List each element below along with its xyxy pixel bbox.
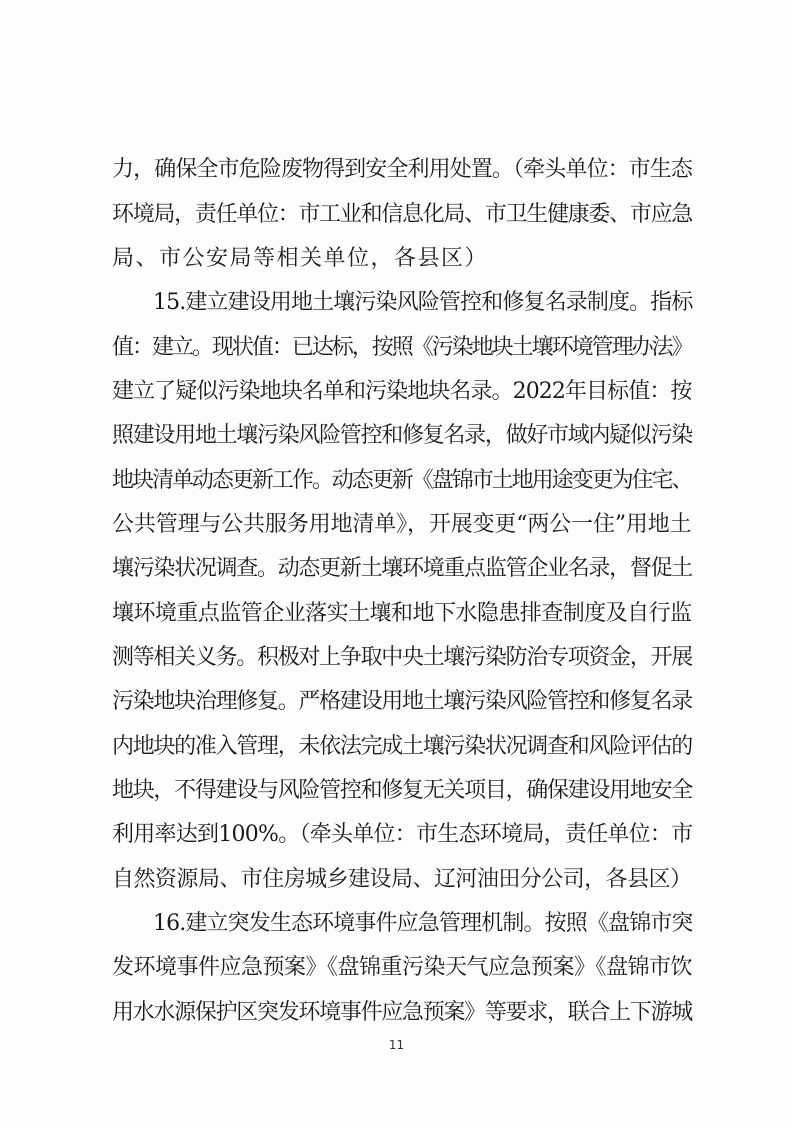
text-line: 15.建立建设用地土壤污染风险管控和修复名录制度。指标 [153, 290, 693, 315]
text-line: 环境局，责任单位：市工业和信息化局、市卫生健康委、市应急 [112, 202, 693, 227]
text-line: 发环境事件应急预案》《盘锦重污染天气应急预案》《盘锦市饮 [112, 955, 693, 980]
text-line: 局、市公安局等相关单位，各县区） [112, 246, 489, 271]
text-line: 建立了疑似污染地块名单和污染地块名录。2022年目标值：按 [112, 379, 692, 404]
text-line: 自然资源局、市住房城乡建设局、辽河油田分公司，各县区） [112, 867, 692, 892]
text-line: 地块，不得建设与风险管控和修复无关项目，确保建设用地安全 [112, 778, 693, 803]
text-line: 测等相关义务。积极对上争取中央土壤污染防治专项资金，开展 [112, 645, 693, 670]
text-line: 16.建立突发生态环境事件应急管理机制。按照《盘锦市突 [153, 911, 693, 936]
text-line: 壤污染状况调查。动态更新土壤环境重点监管企业名录，督促土 [112, 556, 693, 581]
text-line: 地块清单动态更新工作。动态更新《盘锦市土地用途变更为住宅、 [112, 468, 692, 493]
text-line: 利用率达到100%。（牵头单位：市生态环境局，责任单位：市 [112, 822, 693, 847]
text-line: 照建设用地土壤污染风险管控和修复名录，做好市域内疑似污染 [112, 423, 693, 448]
text-line: 壤环境重点监管企业落实土壤和地下水隐患排查制度及自行监 [112, 601, 692, 626]
text-line: 公共管理与公共服务用地清单》，开展变更“两公一住”用地土 [112, 512, 692, 537]
text-line: 污染地块治理修复。严格建设用地土壤污染风险管控和修复名录 [112, 689, 693, 714]
text-line: 值：建立。现状值：已达标，按照《污染地块土壤环境管理办法》 [112, 335, 692, 360]
text-line: 内地块的准入管理，未依法完成土壤污染状况调查和风险评估的 [112, 734, 693, 759]
text-line: 力，确保全市危险废物得到安全利用处置。（牵头单位：市生态 [112, 157, 693, 182]
page-number: 11 [388, 1038, 405, 1052]
text-line: 用水水源保护区突发环境事件应急预案》等要求，联合上下游城 [112, 1000, 693, 1025]
